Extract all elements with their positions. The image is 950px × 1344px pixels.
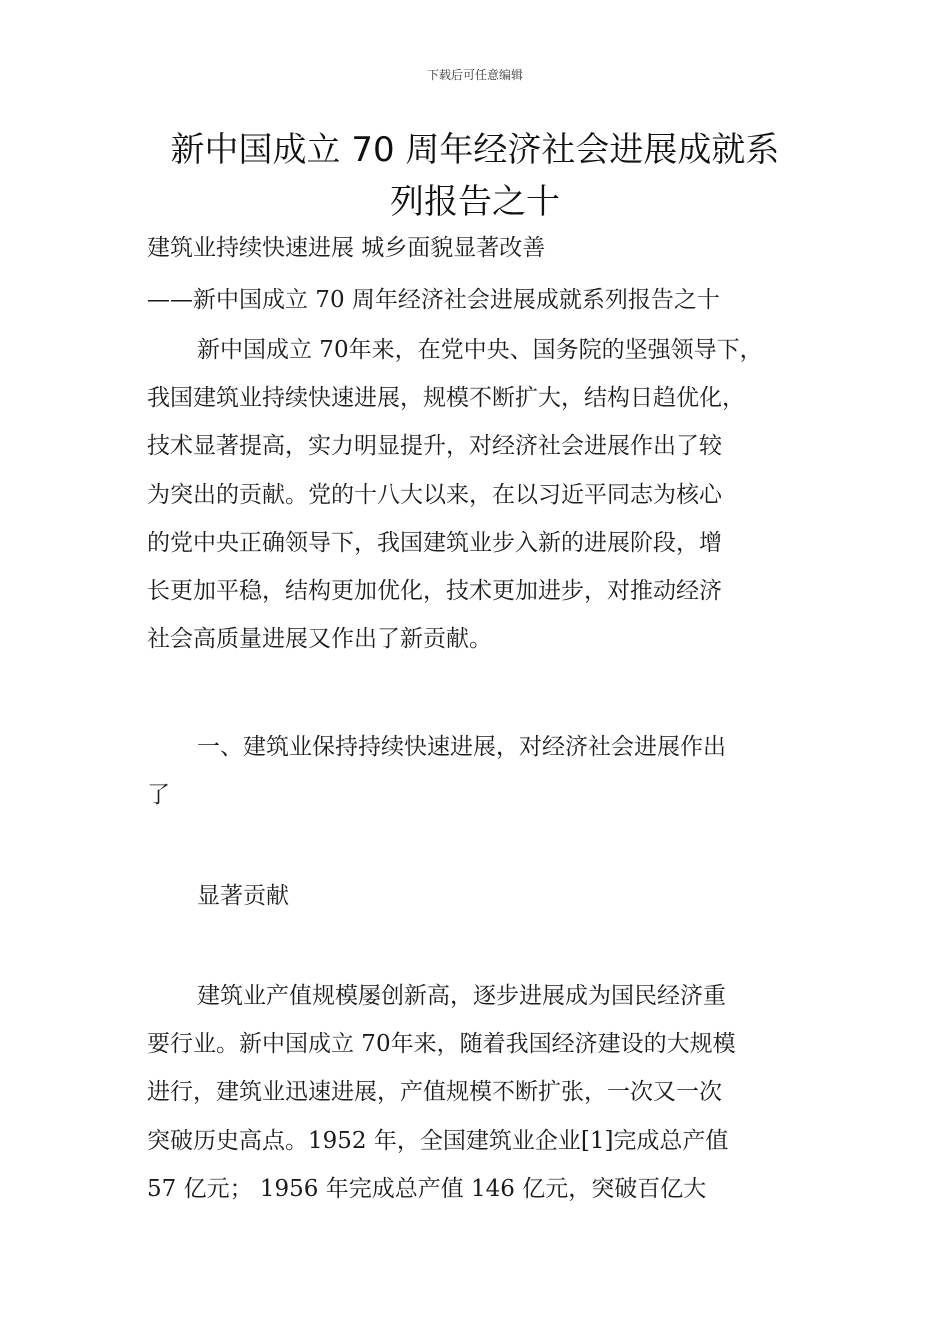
- document-title: [110, 124, 840, 228]
- subtitle-line-1: 建筑业持续快速进展 城乡面貌显著改善: [147, 235, 546, 261]
- paragraph-line: 进行，建筑业迅速进展，产值规模不断扩张，一次又一次: [147, 1079, 722, 1106]
- section-heading: [147, 723, 809, 819]
- paragraph-output-value: [147, 972, 809, 1213]
- section-heading-line-2: 了: [147, 782, 170, 809]
- paragraph-line: 长更加平稳，结构更加优化，技术更加进步，对推动经济: [147, 577, 722, 604]
- paragraph-line: 的党中央正确领导下，我国建筑业步入新的进展阶段，增: [147, 529, 722, 556]
- title-line-2: 列报告之十: [390, 182, 560, 222]
- paragraph-line: 要行业。新中国成立 70年来，随着我国经济建设的大规模: [147, 1031, 736, 1058]
- subtitle-line-2: ——新中国成立 70 周年经济社会进展成就系列报告之十: [147, 287, 720, 313]
- paragraph-line: 突破历史高点。1952 年，全国建筑业企业[1]完成总产值: [147, 1127, 729, 1154]
- paragraph-line: 建筑业产值规模屡创新高，逐步进展成为国民经济重: [197, 983, 726, 1009]
- paragraph-line: 新中国成立 70年来，在党中央、国务院的坚强领导下，: [197, 337, 763, 363]
- paragraph-line: 为突出的贡献。党的十八大以来，在以习近平同志为核心: [147, 481, 722, 508]
- section-heading-line-1: 一、建筑业保持持续快速进展，对经济社会进展作出: [197, 734, 726, 760]
- section-heading-continued: [147, 872, 809, 920]
- paragraph-intro: [147, 326, 809, 663]
- paragraph-line: 我国建筑业持续快速进展，规模不断扩大，结构日趋优化，: [147, 385, 745, 412]
- paragraph-line: 社会高质量进展又作出了新贡献。: [147, 626, 492, 653]
- title-line-1: 新中国成立 70 周年经济社会进展成就系: [170, 130, 780, 170]
- paragraph-line: 57 亿元； 1956 年完成总产值 146 亿元，突破百亿大: [147, 1175, 707, 1202]
- header-note: 下载后可任意编辑: [426, 68, 523, 82]
- section-heading-line-3: 显著贡献: [197, 883, 289, 909]
- paragraph-line: 技术显著提高，实力明显提升，对经济社会进展作出了较: [147, 433, 722, 460]
